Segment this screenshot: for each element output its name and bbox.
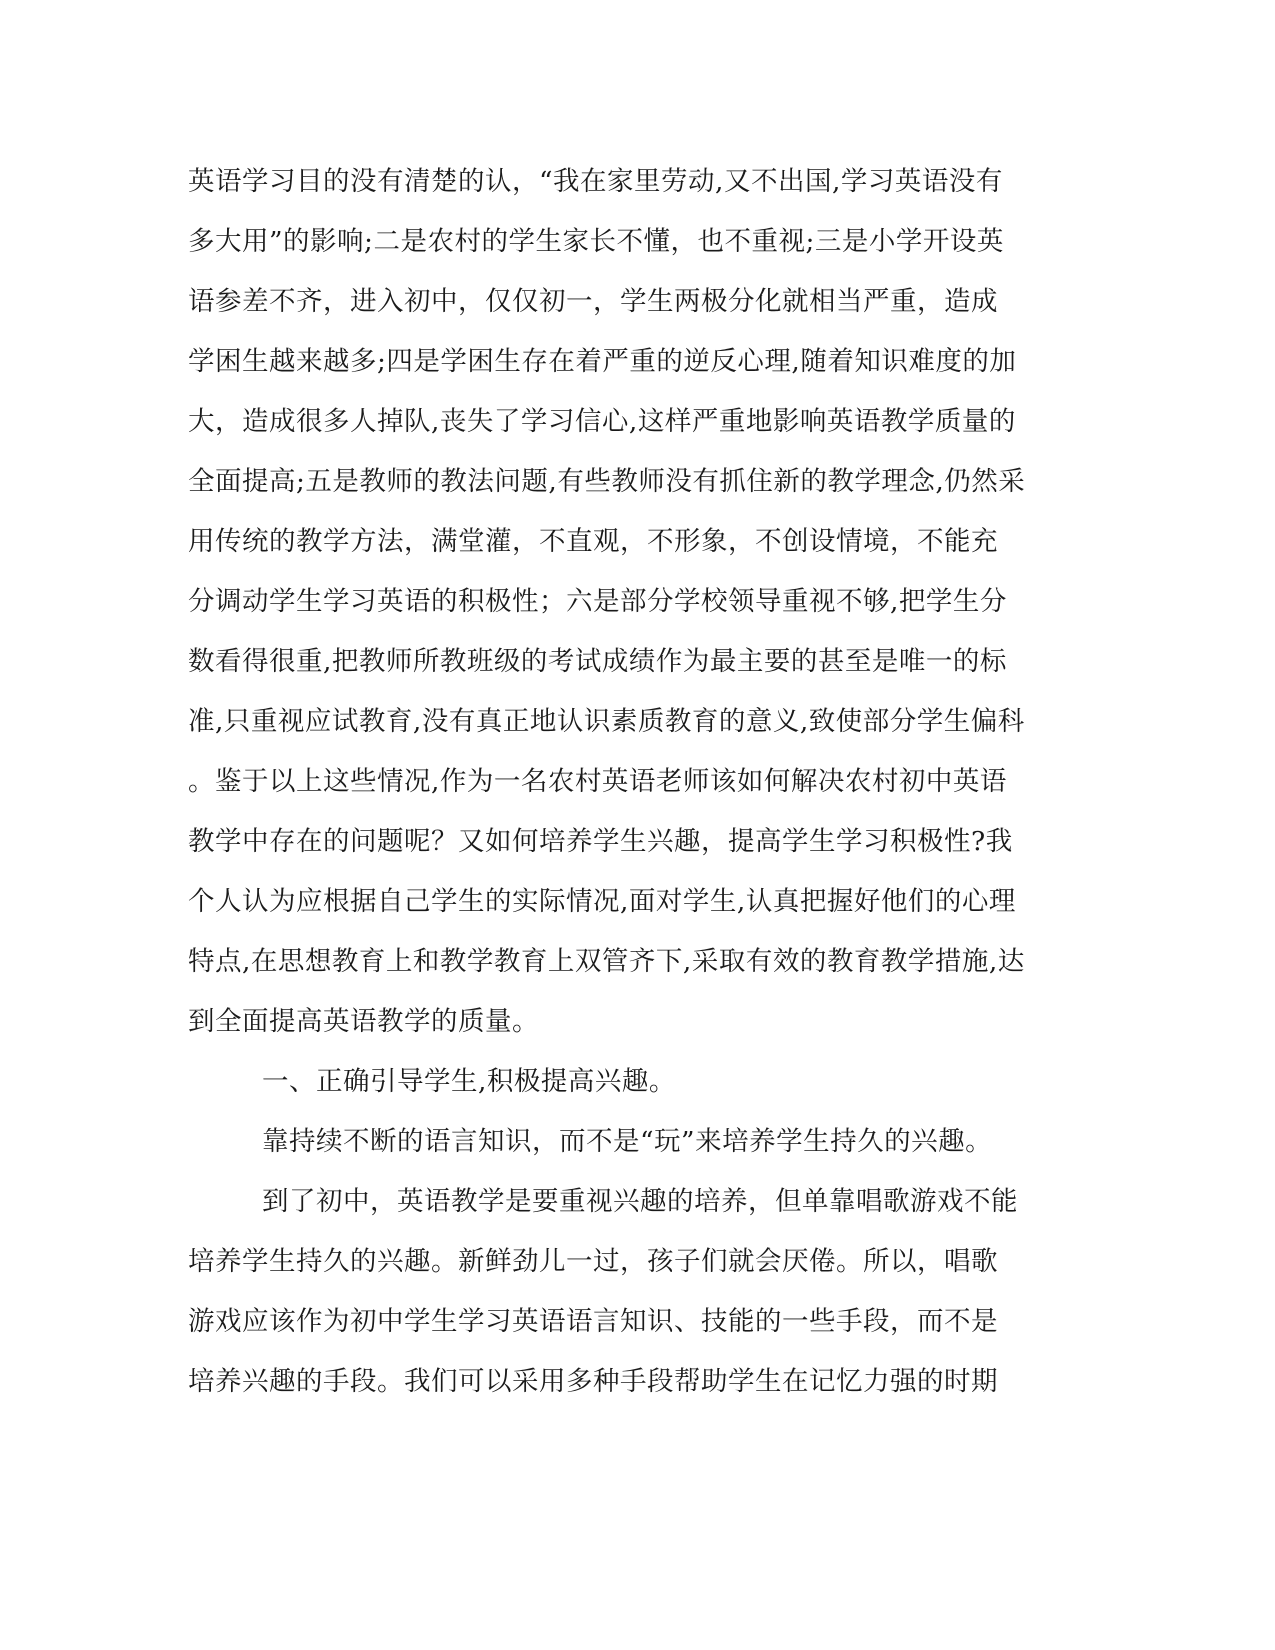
- paragraph-line: 到全面提高英语教学的质量。: [188, 1006, 539, 1037]
- paragraph-line: 游戏应该作为初中学生学习英语语言知识、技能的一些手段，而不是: [188, 1306, 998, 1337]
- paragraph-line: 分调动学生学习英语的积极性；六是部分学校领导重视不够,把学生分: [188, 586, 1007, 617]
- paragraph-line: 。鉴于以上这些情况,作为一名农村英语老师该如何解决农村初中英语: [188, 766, 1007, 797]
- paragraph-line: 特点,在思想教育上和教学教育上双管齐下,采取有效的教育教学措施,达: [188, 946, 1025, 977]
- paragraph-line: 培养兴趣的手段。我们可以采用多种手段帮助学生在记忆力强的时期: [188, 1366, 998, 1397]
- paragraph-line: 用传统的教学方法，满堂灌，不直观，不形象，不创设情境，不能充: [188, 526, 998, 557]
- paragraph-line: 准,只重视应试教育,没有真正地认识素质教育的意义,致使部分学生偏科: [188, 706, 1025, 737]
- paragraph-line: 语参差不齐，进入初中，仅仅初一，学生两极分化就相当严重，造成: [188, 286, 998, 317]
- paragraph-line: 靠持续不断的语言知识，而不是“玩”来培养学生持久的兴趣。: [262, 1126, 993, 1157]
- paragraph-line: 培养学生持久的兴趣。新鲜劲儿一过，孩子们就会厌倦。所以，唱歌: [188, 1246, 998, 1277]
- paragraph-line: 教学中存在的问题呢？又如何培养学生兴趣，提高学生学习积极性?我: [188, 826, 1013, 857]
- paragraph-line: 英语学习目的没有清楚的认，“我在家里劳动,又不出国,学习英语没有: [188, 166, 1003, 197]
- paragraph-line: 个人认为应根据自己学生的实际情况,面对学生,认真把握好他们的心理: [188, 886, 1016, 917]
- paragraph-line: 学困生越来越多;四是学困生存在着严重的逆反心理,随着知识难度的加: [188, 346, 1017, 377]
- paragraph-line: 到了初中，英语教学是要重视兴趣的培养，但单靠唱歌游戏不能: [262, 1186, 1018, 1217]
- section-heading: 一、正确引导学生,积极提高兴趣。: [262, 1066, 676, 1097]
- body-text: [188, 0, 1073, 1650]
- paragraph-line: 全面提高;五是教师的教法问题,有些教师没有抓住新的教学理念,仍然采: [188, 466, 1026, 497]
- paragraph-line: 数看得很重,把教师所教班级的考试成绩作为最主要的甚至是唯一的标: [188, 646, 1007, 677]
- paragraph-line: 多大用”的影响;二是农村的学生家长不懂，也不重视;三是小学开设英: [188, 226, 1004, 257]
- paragraph-line: 大，造成很多人掉队,丧失了学习信心,这样严重地影响英语教学质量的: [188, 406, 1016, 437]
